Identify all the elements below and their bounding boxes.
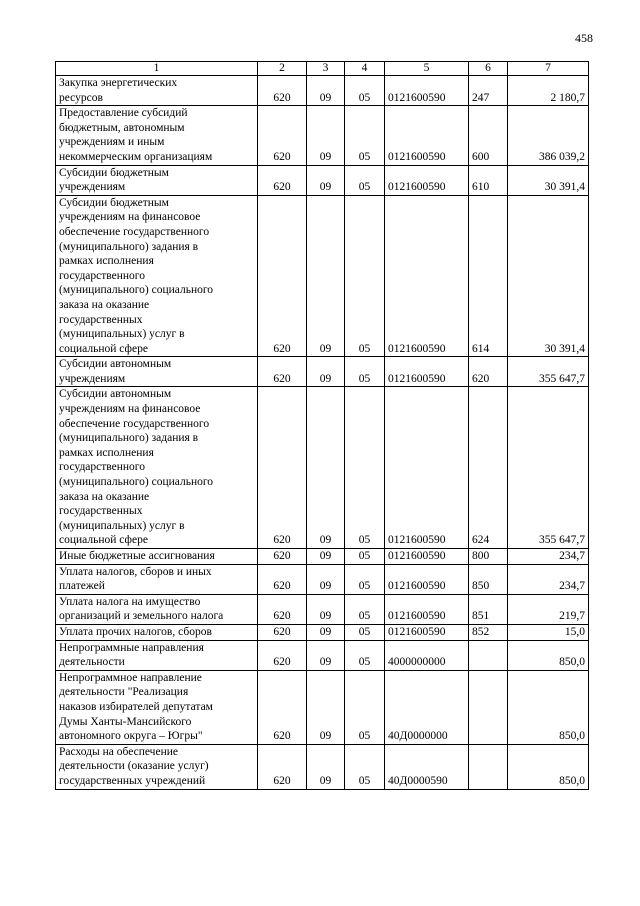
amount-cell: 15,0 xyxy=(508,624,589,640)
expense-type-cell: 620 xyxy=(469,357,508,387)
expense-type-cell: 852 xyxy=(469,624,508,640)
table-row xyxy=(56,106,589,165)
section-code-cell: 09 xyxy=(307,640,345,670)
target-article-cell: 0121600590 xyxy=(385,549,469,565)
admin-code-cell: 620 xyxy=(258,744,307,789)
amount-cell: 355 647,7 xyxy=(508,387,589,549)
target-article-cell: 0121600590 xyxy=(385,594,469,624)
subsection-code-cell: 05 xyxy=(345,76,385,106)
admin-code-cell: 620 xyxy=(258,670,307,744)
amount-cell: 850,0 xyxy=(508,670,589,744)
section-code-cell: 09 xyxy=(307,549,345,565)
section-code-cell: 09 xyxy=(307,670,345,744)
amount-cell: 850,0 xyxy=(508,744,589,789)
expense-type-cell xyxy=(469,670,508,744)
subsection-code-cell: 05 xyxy=(345,670,385,744)
subsection-code-cell: 05 xyxy=(345,594,385,624)
section-code-cell: 09 xyxy=(307,195,345,357)
table-row xyxy=(56,549,589,565)
target-article-cell: 0121600590 xyxy=(385,195,469,357)
expense-type-cell: 851 xyxy=(469,594,508,624)
amount-cell: 355 647,7 xyxy=(508,357,589,387)
expense-type-cell: 610 xyxy=(469,165,508,195)
target-article-cell: 0121600590 xyxy=(385,106,469,165)
row-name-cell: Субсидии автономным учреждениям xyxy=(56,357,258,387)
amount-cell: 850,0 xyxy=(508,640,589,670)
admin-code-cell: 620 xyxy=(258,624,307,640)
table-row xyxy=(56,357,589,387)
admin-code-cell: 620 xyxy=(258,387,307,549)
amount-cell: 30 391,4 xyxy=(508,165,589,195)
row-name-cell: Субсидии бюджетным учреждениям на финансовое обеспечение государственного (муниципального) задания в рамках исполнения государственного (муниципального) социального заказа на оказание государственных (муниципальных) услуг в социальной сфере xyxy=(56,195,258,357)
page-number: 458 xyxy=(575,31,593,45)
target-article-cell: 0121600590 xyxy=(385,564,469,594)
subsection-code-cell: 05 xyxy=(345,387,385,549)
target-article-cell: 4000000000 xyxy=(385,640,469,670)
section-code-cell: 09 xyxy=(307,106,345,165)
table-row xyxy=(56,624,589,640)
section-code-cell: 09 xyxy=(307,387,345,549)
section-code-cell: 09 xyxy=(307,165,345,195)
expense-type-cell: 624 xyxy=(469,387,508,549)
amount-cell: 234,7 xyxy=(508,564,589,594)
row-name-cell: Уплата прочих налогов, сборов xyxy=(56,624,258,640)
amount-cell: 386 039,2 xyxy=(508,106,589,165)
row-name-cell: Уплата налога на имущество организаций и земельного налога xyxy=(56,594,258,624)
target-article-cell: 0121600590 xyxy=(385,76,469,106)
row-name-cell: Субсидии бюджетным учреждениям xyxy=(56,165,258,195)
row-name-cell: Непрограммные направления деятельности xyxy=(56,640,258,670)
table-row xyxy=(56,76,589,106)
admin-code-cell: 620 xyxy=(258,357,307,387)
column-header: 2 xyxy=(258,62,307,76)
table-row xyxy=(56,387,589,549)
column-header: 5 xyxy=(385,62,469,76)
row-name-cell: Непрограммное направление деятельности "Реализация наказов избирателей депутатам Думы Ханты-Мансийского автономного округа – Югры" xyxy=(56,670,258,744)
expense-type-cell xyxy=(469,640,508,670)
column-header: 7 xyxy=(508,62,589,76)
table-row xyxy=(56,564,589,594)
column-header: 6 xyxy=(469,62,508,76)
column-header: 3 xyxy=(307,62,345,76)
subsection-code-cell: 05 xyxy=(345,357,385,387)
subsection-code-cell: 05 xyxy=(345,564,385,594)
table-row xyxy=(56,670,589,744)
expense-type-cell: 800 xyxy=(469,549,508,565)
table-row xyxy=(56,640,589,670)
subsection-code-cell: 05 xyxy=(345,744,385,789)
target-article-cell: 0121600590 xyxy=(385,357,469,387)
table-header-row xyxy=(56,62,589,76)
amount-cell: 234,7 xyxy=(508,549,589,565)
expense-type-cell: 247 xyxy=(469,76,508,106)
admin-code-cell: 620 xyxy=(258,165,307,195)
row-name-cell: Субсидии автономным учреждениям на финансовое обеспечение государственного (муниципального) задания в рамках исполнения государственного (муниципального) социального заказа на оказание государственных (муниципальных) услуг в социальной сфере xyxy=(56,387,258,549)
section-code-cell: 09 xyxy=(307,624,345,640)
admin-code-cell: 620 xyxy=(258,640,307,670)
table-row xyxy=(56,744,589,789)
table-row xyxy=(56,594,589,624)
section-code-cell: 09 xyxy=(307,76,345,106)
amount-cell: 219,7 xyxy=(508,594,589,624)
column-header: 1 xyxy=(56,62,258,76)
column-header: 4 xyxy=(345,62,385,76)
target-article-cell: 0121600590 xyxy=(385,165,469,195)
row-name-cell: Расходы на обеспечение деятельности (оказание услуг) государственных учреждений xyxy=(56,744,258,789)
table-row xyxy=(56,195,589,357)
section-code-cell: 09 xyxy=(307,744,345,789)
admin-code-cell: 620 xyxy=(258,106,307,165)
admin-code-cell: 620 xyxy=(258,549,307,565)
admin-code-cell: 620 xyxy=(258,594,307,624)
row-name-cell: Предоставление субсидий бюджетным, автономным учреждениям и иным некоммерческим организациям xyxy=(56,106,258,165)
table-row xyxy=(56,165,589,195)
target-article-cell: 0121600590 xyxy=(385,624,469,640)
target-article-cell: 40Д0000000 xyxy=(385,670,469,744)
budget-table xyxy=(55,61,589,790)
expense-type-cell: 614 xyxy=(469,195,508,357)
admin-code-cell: 620 xyxy=(258,564,307,594)
admin-code-cell: 620 xyxy=(258,76,307,106)
expense-type-cell xyxy=(469,744,508,789)
amount-cell: 2 180,7 xyxy=(508,76,589,106)
subsection-code-cell: 05 xyxy=(345,195,385,357)
row-name-cell: Уплата налогов, сборов и иных платежей xyxy=(56,564,258,594)
expense-type-cell: 850 xyxy=(469,564,508,594)
row-name-cell: Иные бюджетные ассигнования xyxy=(56,549,258,565)
target-article-cell: 40Д0000590 xyxy=(385,744,469,789)
admin-code-cell: 620 xyxy=(258,195,307,357)
row-name-cell: Закупка энергетических ресурсов xyxy=(56,76,258,106)
amount-cell: 30 391,4 xyxy=(508,195,589,357)
target-article-cell: 0121600590 xyxy=(385,387,469,549)
subsection-code-cell: 05 xyxy=(345,549,385,565)
section-code-cell: 09 xyxy=(307,594,345,624)
subsection-code-cell: 05 xyxy=(345,165,385,195)
section-code-cell: 09 xyxy=(307,564,345,594)
expense-type-cell: 600 xyxy=(469,106,508,165)
subsection-code-cell: 05 xyxy=(345,106,385,165)
section-code-cell: 09 xyxy=(307,357,345,387)
subsection-code-cell: 05 xyxy=(345,640,385,670)
subsection-code-cell: 05 xyxy=(345,624,385,640)
